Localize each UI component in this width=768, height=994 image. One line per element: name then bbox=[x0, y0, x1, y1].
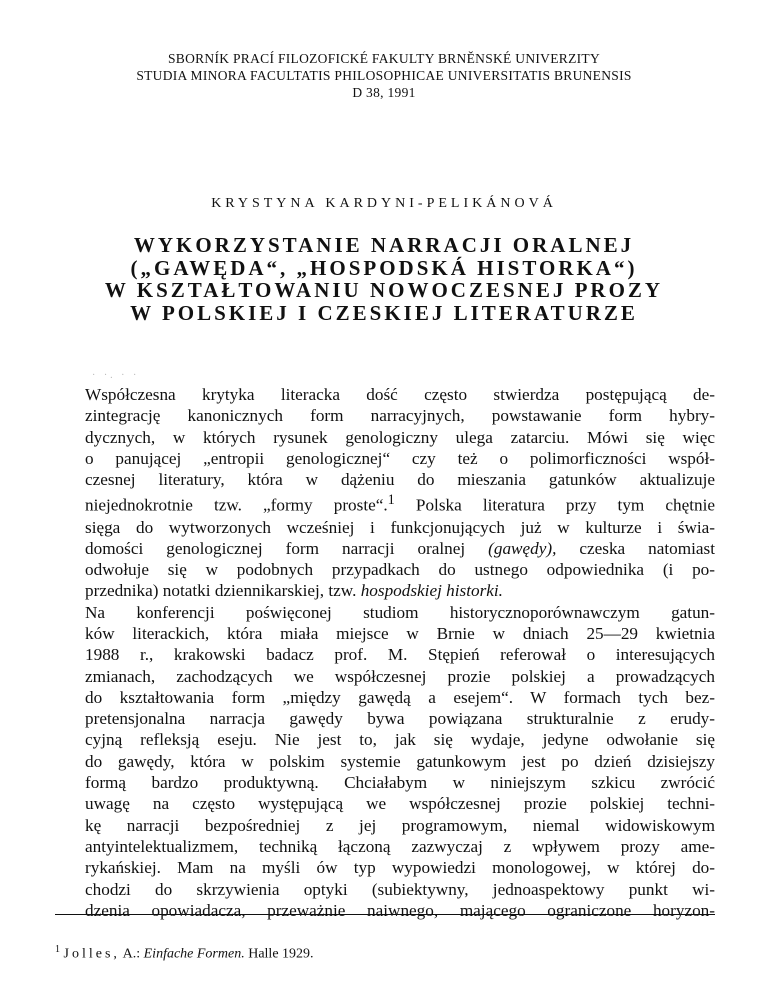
footnote-initial: A.: bbox=[119, 946, 144, 962]
body-line bbox=[55, 538, 715, 559]
footnote-rest: Halle 1929. bbox=[244, 946, 314, 962]
body-line: sięga do wytworzonych wcześniej i funkcjonujących już w kulturze i świa- bbox=[85, 517, 715, 537]
body-line: czesnej literatury, która w dążeniu do mieszania gatunków aktualizuje bbox=[85, 470, 715, 490]
italic-term: (gawędy), bbox=[488, 538, 557, 558]
body-line: do kształtowania form „między gawędą a esejem“. W formach tych bez- bbox=[85, 687, 715, 707]
body-line bbox=[55, 490, 715, 516]
scan-artifact: · ·. · · bbox=[92, 370, 140, 381]
article-body bbox=[55, 384, 715, 921]
body-line: zmianach, zachodzących we współczesnej prozie polskiej a prowadzących bbox=[85, 666, 715, 686]
footnote-author: Jolles, bbox=[63, 946, 120, 962]
body-line: antyintelektualizmem, techniką łączoną zazwyczaj z wpływem prozy ame- bbox=[85, 836, 715, 856]
body-line: o panującej „entropii genologicznej“ czy też o polimorficzności współ- bbox=[85, 448, 715, 468]
author-name: KRYSTYNA KARDYNI-PELIKÁNOVÁ bbox=[211, 196, 557, 211]
title-line-3: W KSZTAŁTOWANIU NOWOCZESNEJ PROZY bbox=[104, 278, 664, 302]
footnote-work: Einfache Formen. bbox=[143, 946, 245, 962]
body-line: zintegrację kanonicznych form narracyjnych, powstawanie form hybry- bbox=[85, 406, 715, 426]
body-line: rykańskiej. Mam na myśli ów typ wypowiedzi monologowej, w której do- bbox=[85, 858, 715, 878]
body-line: do gawędy, która w polskim systemie gatunkowym jest po dzień dzisiejszy bbox=[85, 751, 715, 771]
body-line: dzenia opowiadacza, przeważnie naiwnego, mającego ograniczone horyzon- bbox=[85, 900, 715, 920]
article-title bbox=[40, 234, 728, 324]
series-header-line-1: SBORNÍK PRACÍ FILOZOFICKÉ FAKULTY BRNĚNSKÉ UNIVERZITY bbox=[167, 51, 601, 66]
series-header-line-3: D 38, 1991 bbox=[352, 85, 416, 100]
body-line: formą bardzo produktywną. Chciałabym w niniejszym szkicu zwrócić bbox=[85, 773, 715, 793]
title-line-4: W POLSKIEJ I CZESKIEJ LITERATURZE bbox=[130, 300, 638, 325]
body-line: pretensjonalna narracja gawędy bywa powiązana strukturalnie z erudy- bbox=[85, 709, 715, 729]
body-line: Na konferencji poświęconej studiom historycznoporównawczym gatun- bbox=[85, 602, 715, 622]
paragraph-2 bbox=[55, 602, 715, 921]
series-header-line-2: STUDIA MINORA FACULTATIS PHILOSOPHICAE UNIVERSITATIS BRUNENSIS bbox=[136, 68, 632, 83]
footnote bbox=[55, 944, 715, 963]
body-line: kę narracji bezpośredniej z jej programowym, niemal widowiskowym bbox=[85, 815, 715, 835]
series-header bbox=[0, 50, 768, 101]
footnote-divider bbox=[55, 914, 715, 915]
italic-term: hospodskiej historki. bbox=[360, 581, 503, 601]
body-text: czeska natomiast bbox=[556, 538, 715, 558]
body-text: domości genologicznej form narracji oralnej bbox=[85, 538, 489, 558]
body-text: Polska literatura przy tym chętnie bbox=[394, 496, 715, 516]
body-line bbox=[55, 580, 715, 601]
footnote-reference: 1 bbox=[387, 492, 395, 509]
body-line: Współczesna krytyka literacka dość często stwierdza postępującą de- bbox=[85, 385, 715, 404]
title-line-2: („GAWĘDA“, „HOSPODSKÁ HISTORKA“) bbox=[130, 255, 638, 280]
body-text: niejednokrotnie tzw. „formy proste“. bbox=[85, 496, 388, 516]
title-line-1: WYKORZYSTANIE NARRACJI ORALNEJ bbox=[133, 233, 635, 257]
body-text: przednika) notatki dziennikarskiej, tzw. bbox=[85, 581, 361, 601]
body-line: dycznych, w których rysunek genologiczny ulega zatarciu. Mówi się więc bbox=[85, 427, 715, 447]
footnote-mark: 1 bbox=[55, 944, 60, 955]
body-line: uwagę na często występującą we współczesnej prozie polskiej techni- bbox=[85, 794, 715, 814]
body-line: 1988 r., krakowski badacz prof. M. Stępień referował o interesujących bbox=[85, 645, 715, 665]
body-line: chodzi do skrzywienia optyki (subiektywny, jednoaspektowy punkt wi- bbox=[85, 879, 715, 899]
body-line: cyjną refleksją eseju. Nie jest to, jak się wydaje, jedyne odwołanie się bbox=[85, 730, 715, 750]
body-line: ków literackich, która miała miejsce w Brnie w dniach 25—29 kwietnia bbox=[85, 624, 715, 643]
body-line: odwołuje się w podobnych przypadkach do ustnego odpowiednika (i po- bbox=[85, 560, 715, 580]
paragraph-1 bbox=[55, 384, 715, 602]
